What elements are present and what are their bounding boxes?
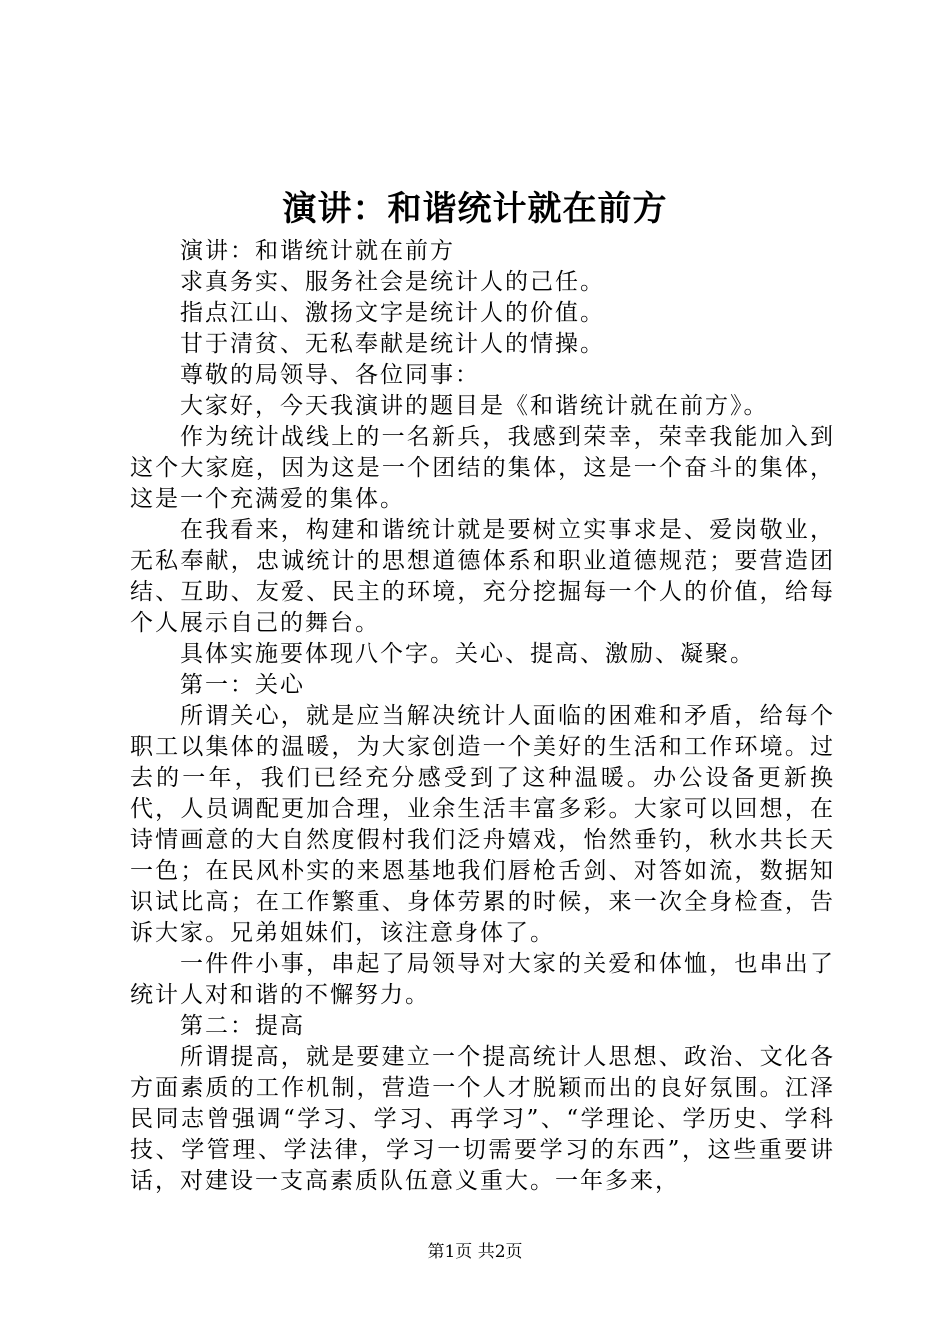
paragraph: 大家好，今天我演讲的题目是《和谐统计就在前方》。 [180, 393, 769, 419]
paragraph: 尊敬的局领导、各位同事： [180, 362, 480, 388]
paragraph: 甘于清贫、无私奉献是统计人的情操。 [180, 331, 605, 357]
paragraph: 所谓关心，就是应当解决统计人面临的困难和矛盾，给每个职工以集体的温暖，为大家创造一个美好的生活和工作环境。过去的一年，我们已经充分感受到了这种温暖。办公设备更新换代，人员调配更加合理，业余生活丰富多彩。大家可以回想，在诗情画意的大自然度假村我们泛舟嬉戏，怡然垂钓，秋水共长天一色；在民风朴实的来恩基地我们唇枪舌剑、对答如流，数据知识试比高；在工作繁重、身体劳累的时候，来一次全身检查，告诉大家。兄弟姐妹们，该注意身体了。 [130, 703, 835, 946]
paragraph: 指点江山、激扬文字是统计人的价值。 [180, 300, 605, 326]
paragraph: 求真务实、服务社会是统计人的己任。 [180, 269, 605, 295]
paragraph: 所谓提高，就是要建立一个提高统计人思想、政治、文化各方面素质的工作机制，营造一个人才脱颖而出的良好氛围。江泽民同志曾强调“学习、学习、再学习”、“学理论、学历史、学科技、学管理、学法律，学习一切需要学习的东西”，这些重要讲话，对建设一支高素质队伍意义重大。一年多来， [130, 1044, 835, 1194]
paragraph: 演讲：和谐统计就在前方 [180, 238, 455, 264]
section-heading: 第一：关心 [180, 672, 305, 698]
paragraph: 在我看来，构建和谐统计就是要树立实事求是、爱岗敬业，无私奉献，忠诚统计的思想道德体系和职业道德规范；要营造团结、互助、友爱、民主的环境，充分挖掘每一个人的价值，给每个人展示自己的舞台。 [130, 517, 835, 636]
document-title: 演讲：和谐统计就在前方 [282, 189, 668, 229]
paragraph: 一件件小事，串起了局领导对大家的关爱和体恤，也串出了统计人对和谐的不懈努力。 [130, 951, 835, 1008]
page-number-footer: 第1页 共2页 [427, 1242, 523, 1262]
paragraph: 作为统计战线上的一名新兵，我感到荣幸，荣幸我能加入到这个大家庭，因为这是一个团结的集体，这是一个奋斗的集体，这是一个充满爱的集体。 [130, 424, 835, 512]
paragraph: 具体实施要体现八个字。关心、提高、激励、凝聚。 [180, 641, 755, 667]
section-heading: 第二：提高 [180, 1013, 305, 1039]
document-body [130, 236, 835, 1197]
